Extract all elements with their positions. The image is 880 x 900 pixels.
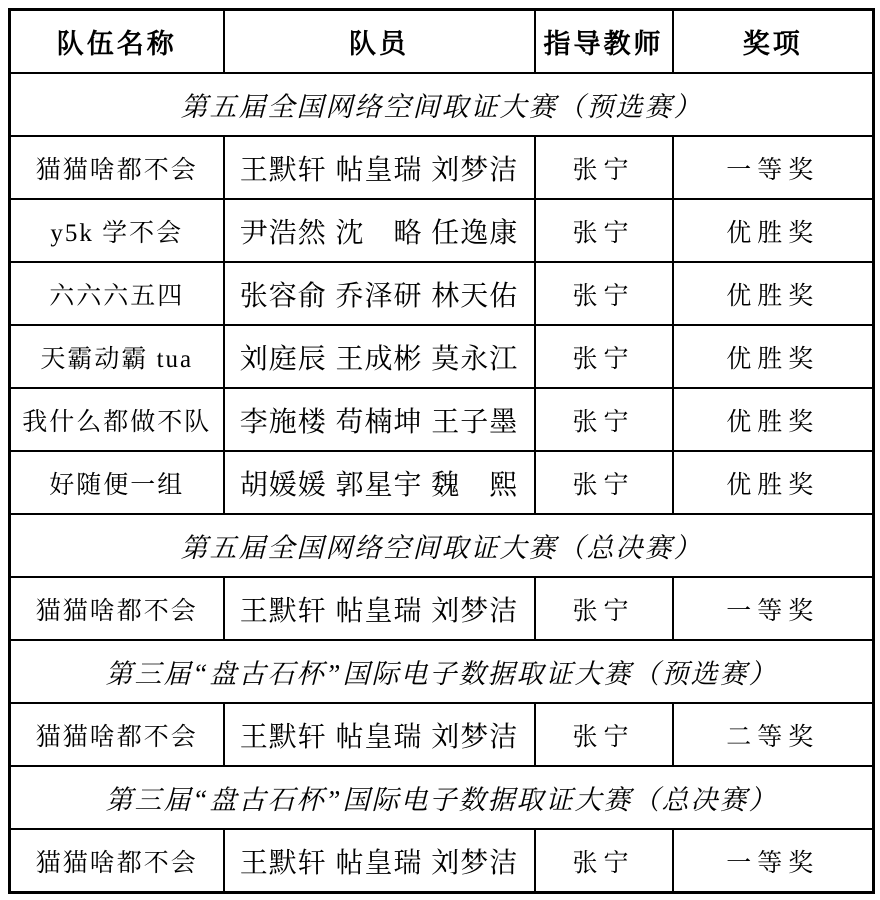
teacher-cell: 张宁 xyxy=(535,136,673,199)
section-title-final-3rd-pangushi: 第三届“盘古石杯”国际电子数据取证大赛（总决赛） xyxy=(10,766,874,829)
table-row xyxy=(10,577,874,640)
team-name-cell: 六六六五四 xyxy=(10,262,224,325)
teacher-cell: 张宁 xyxy=(535,199,673,262)
section-title-final-5th-national: 第五届全国网络空间取证大赛（总决赛） xyxy=(10,514,874,577)
section-header-row xyxy=(10,640,874,703)
members-cell: 李施楼 苟楠坤 王子墨 xyxy=(224,388,535,451)
table-header-row xyxy=(10,10,874,74)
award-cell: 优胜奖 xyxy=(673,325,874,388)
teacher-cell: 张宁 xyxy=(535,829,673,893)
section-header-row xyxy=(10,514,874,577)
teacher-cell: 张宁 xyxy=(535,703,673,766)
teacher-cell: 张宁 xyxy=(535,262,673,325)
table-row xyxy=(10,199,874,262)
header-cell-team-name: 队伍名称 xyxy=(10,10,224,74)
members-cell: 刘庭辰 王成彬 莫永江 xyxy=(224,325,535,388)
members-cell: 胡媛媛 郭星宇 魏 熙 xyxy=(224,451,535,514)
teacher-cell: 张宁 xyxy=(535,577,673,640)
header-cell-teacher: 指导教师 xyxy=(535,10,673,74)
award-cell: 优胜奖 xyxy=(673,451,874,514)
table-row xyxy=(10,451,874,514)
header-cell-award: 奖项 xyxy=(673,10,874,74)
section-header-row xyxy=(10,73,874,136)
award-cell: 一等奖 xyxy=(673,136,874,199)
table-row xyxy=(10,388,874,451)
members-cell: 王默轩 帖皇瑞 刘梦洁 xyxy=(224,136,535,199)
team-name-cell: 我什么都做不队 xyxy=(10,388,224,451)
table-row xyxy=(10,136,874,199)
table-row xyxy=(10,829,874,893)
teacher-cell: 张宁 xyxy=(535,451,673,514)
teacher-cell: 张宁 xyxy=(535,388,673,451)
award-cell: 一等奖 xyxy=(673,829,874,893)
members-cell: 尹浩然 沈 略 任逸康 xyxy=(224,199,535,262)
award-cell: 一等奖 xyxy=(673,577,874,640)
table-row xyxy=(10,325,874,388)
team-name-cell: 猫猫啥都不会 xyxy=(10,577,224,640)
team-name-cell: 猫猫啥都不会 xyxy=(10,136,224,199)
members-cell: 张容俞 乔泽研 林天佑 xyxy=(224,262,535,325)
award-cell: 优胜奖 xyxy=(673,262,874,325)
section-title-preliminary-3rd-pangushi: 第三届“盘古石杯”国际电子数据取证大赛（预选赛） xyxy=(10,640,874,703)
members-cell: 王默轩 帖皇瑞 刘梦洁 xyxy=(224,703,535,766)
header-cell-members: 队员 xyxy=(224,10,535,74)
team-name-cell: y5k 学不会 xyxy=(10,199,224,262)
table-row xyxy=(10,703,874,766)
members-cell: 王默轩 帖皇瑞 刘梦洁 xyxy=(224,829,535,893)
award-cell: 优胜奖 xyxy=(673,199,874,262)
award-cell: 优胜奖 xyxy=(673,388,874,451)
team-name-cell: 猫猫啥都不会 xyxy=(10,703,224,766)
team-name-cell: 天霸动霸 tua xyxy=(10,325,224,388)
award-cell: 二等奖 xyxy=(673,703,874,766)
section-title-preliminary-5th-national: 第五届全国网络空间取证大赛（预选赛） xyxy=(10,73,874,136)
competition-awards-table xyxy=(8,8,875,894)
team-name-cell: 好随便一组 xyxy=(10,451,224,514)
members-cell: 王默轩 帖皇瑞 刘梦洁 xyxy=(224,577,535,640)
section-header-row xyxy=(10,766,874,829)
teacher-cell: 张宁 xyxy=(535,325,673,388)
table-row xyxy=(10,262,874,325)
team-name-cell: 猫猫啥都不会 xyxy=(10,829,224,893)
